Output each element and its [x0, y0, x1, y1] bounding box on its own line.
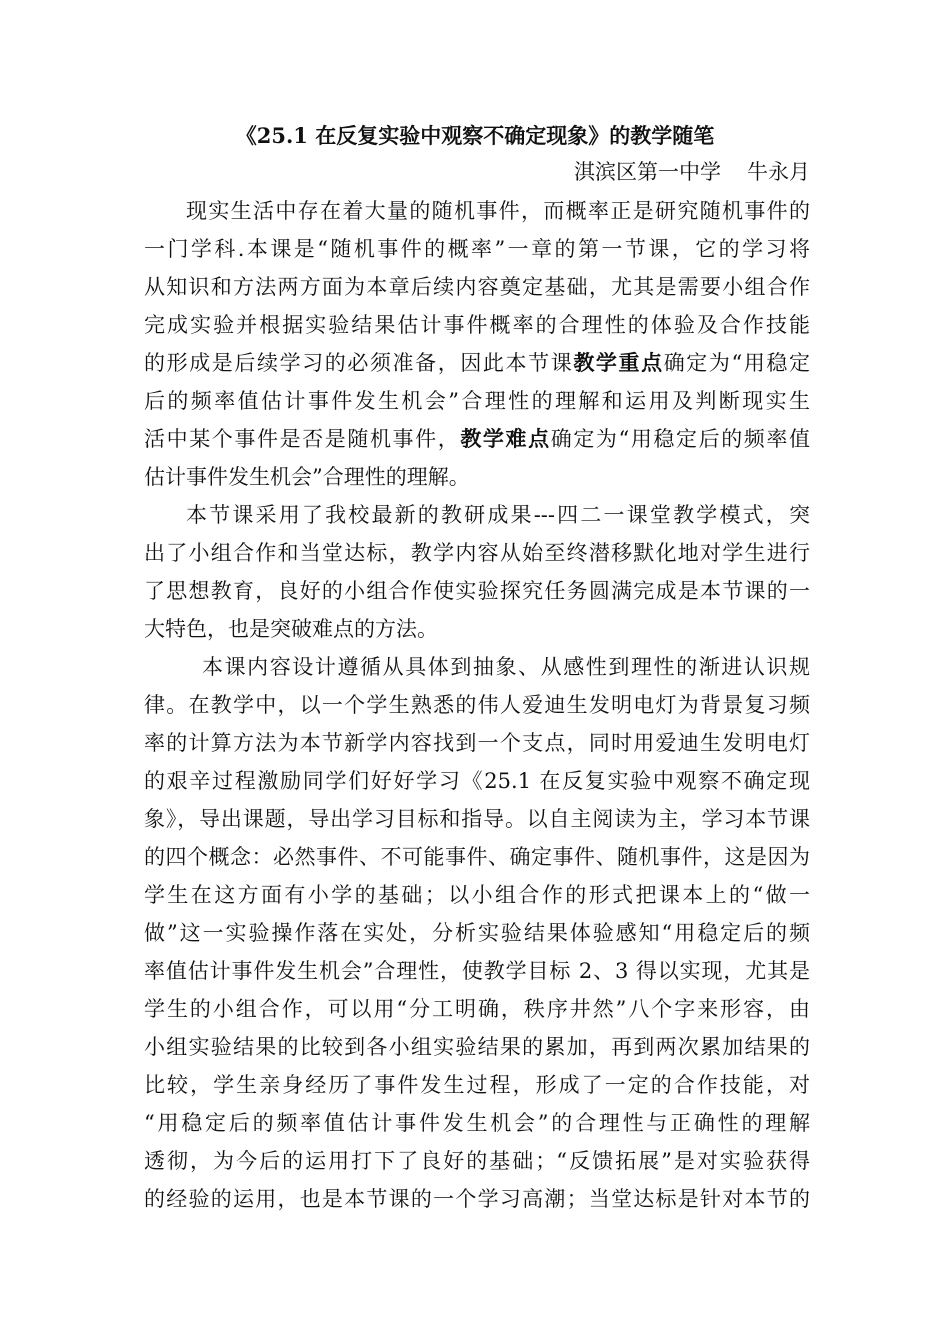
paragraph-1-line-3: 从知识和方法两方面为本章后续内容奠定基础，尤其是需要小组合作 [144, 275, 810, 299]
paragraph-3-line-15: 的经验的运用，也是本节课的一个学习高潮；当堂达标是针对本节的 [144, 1187, 810, 1211]
paragraph-2-line-3: 了思想教育，良好的小组合作使实验探究任务圆满完成是本节课的一 [144, 579, 810, 603]
paragraph-3-line-3: 率的计算方法为本节新学内容找到一个支点，同时用爱迪生发明电灯 [144, 731, 810, 755]
paragraph-3-line-10: 学生的小组合作，可以用“分工明确，秩序井然”八个字来形容，由 [144, 997, 810, 1021]
paragraph-1-line-1: 现实生活中存在着大量的随机事件，而概率正是研究随机事件的 [186, 199, 810, 223]
paragraph-1-line-5 [144, 348, 810, 378]
text-segment: 确定为“用稳定 [663, 351, 810, 375]
paragraph-1-line-4: 完成实验并根据实验结果估计事件概率的合理性的体验及合作技能 [144, 313, 810, 337]
paragraph-2-line-1: 本节课采用了我校最新的教研成果---四二一课堂教学模式，突 [186, 503, 810, 527]
author-line [140, 157, 810, 187]
paragraph-1-line-6: 后的频率值估计事件发生机会”合理性的理解和运用及判断现实生 [144, 389, 810, 413]
paragraph-2-line-4: 大特色，也是突破难点的方法。 [144, 617, 438, 641]
paragraph-1-line-7 [144, 424, 810, 454]
paragraph-2-line-2: 出了小组合作和当堂达标，教学内容从始至终潜移默化地对学生进行 [144, 541, 810, 565]
paragraph-3-line-5: 象》，导出课题，导出学习目标和指导。以自主阅读为主，学习本节课 [144, 807, 810, 831]
text-segment: 的形成是后续学习的必须准备，因此本节课 [144, 351, 574, 375]
paragraph-3-line-9: 率值估计事件发生机会”合理性，使教学目标 2、3 得以实现，尤其是 [144, 959, 810, 983]
paragraph-3-line-11: 小组实验结果的比较到各小组实验结果的累加，再到两次累加结果的 [144, 1035, 810, 1059]
paragraph-3-line-4: 的艰辛过程激励同学们好好学习《25.1 在反复实验中观察不确定现 [144, 769, 810, 793]
author-name: 牛永月 [747, 160, 810, 184]
paragraph-3-line-7: 学生在这方面有小学的基础；以小组合作的形式把课本上的“做一 [144, 883, 810, 907]
paragraph-3-line-2: 律。在教学中，以一个学生熟悉的伟人爱迪生发明电灯为背景复习频 [144, 693, 810, 717]
paragraph-3-line-6: 的四个概念：必然事件、不可能事件、确定事件、随机事件，这是因为 [144, 845, 810, 869]
paragraph-1-line-8: 估计事件发生机会”合理性的理解。 [144, 465, 470, 489]
paragraph-3-line-1: 本课内容设计遵循从具体到抽象、从感性到理性的渐进认识规 [202, 655, 810, 679]
paragraph-3-line-13: “用稳定后的频率值估计事件发生机会”的合理性与正确性的理解 [144, 1111, 810, 1135]
emphasis-teaching-focus: 教学重点 [573, 350, 664, 375]
author-school: 淇滨区第一中学 [574, 160, 721, 184]
text-segment: 确定为“用稳定后的频率值 [550, 427, 810, 451]
paragraph-3-line-12: 比较，学生亲身经历了事件发生过程，形成了一定的合作技能，对 [144, 1073, 810, 1097]
emphasis-teaching-difficulty: 教学难点 [460, 426, 551, 451]
document-title: 《25.1 在反复实验中观察不确定现象》的教学随笔 [235, 123, 715, 148]
paragraph-1-line-2: 一门学科.本课是“随机事件的概率”一章的第一节课，它的学习将 [144, 237, 810, 261]
text-segment: 活中某个事件是否是随机事件， [144, 427, 461, 451]
paragraph-3-line-8: 做”这一实验操作落在实处，分析实验结果体验感知“用稳定后的频 [144, 921, 810, 945]
paragraph-3-line-14: 透彻，为今后的运用打下了良好的基础；“反馈拓展”是对实验获得 [144, 1149, 810, 1173]
